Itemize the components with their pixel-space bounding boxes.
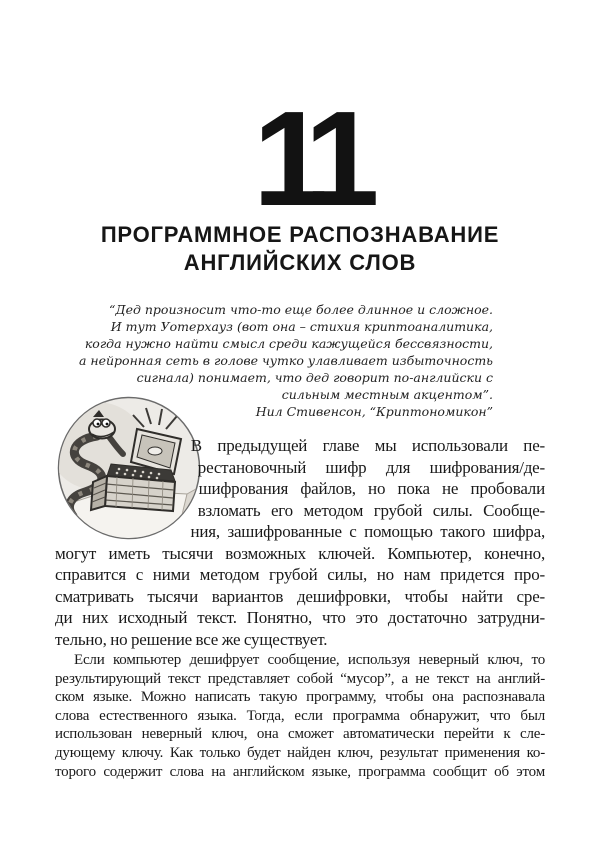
paragraph-line: использован неверный ключ, она сможет автоматически перейти к сле- — [55, 726, 545, 743]
epigraph-line: сигнала) понимает, что дед говорит по-английски с — [136, 370, 493, 385]
chapter-title-line-1: ПРОГРАММНОЕ РАСПОЗНАВАНИЕ — [100, 222, 500, 247]
paragraph-line: ди них исходный текст. Понятно, что это достаточно затрудни- — [55, 608, 545, 627]
paragraph-line: торого содержит слова на английском языке, программа сообщит об этом — [55, 763, 545, 780]
epigraph-attribution: Нил Стивенсон, “Криптономикон” — [255, 404, 493, 419]
paragraph-line: могут иметь тысячи возможных ключей. Компьютер, конечно, — [55, 543, 545, 563]
body-text — [55, 435, 545, 781]
epigraph-line: а нейронная сеть в голове чутко улавливает избыточность — [78, 353, 493, 368]
chapter-number: 11 — [252, 83, 364, 234]
epigraph-line: когда нужно найти смысл среди кажущейся бессвязности, — [84, 336, 493, 351]
paragraph-line: шифрования файлов, но пока не пробовали — [198, 479, 545, 498]
paragraph-line: справится с ними методом грубой силы, но нам придется про- — [55, 565, 545, 584]
chapter-title-line-2: АНГЛИЙСКИХ СЛОВ — [183, 250, 417, 275]
paragraph-line: рестановочный шифр для шифрования/де- — [197, 457, 545, 477]
paragraph-line: результирующий текст представляет собой “мусор”, а не текст на англий- — [55, 670, 545, 687]
paragraph-line: Если компьютер дешифрует сообщение, используя неверный ключ, то — [74, 652, 545, 668]
epigraph-line: “Дед произносит что-то еще более длинное и сложное. — [109, 302, 493, 317]
paragraph-line: взломать его методом грубой силы. Сообще- — [197, 500, 545, 520]
epigraph-line: сильным местным акцентом”. — [281, 387, 493, 402]
epigraph-line: И тут Уотерхауз (вот она – стихия криптоаналитика, — [110, 319, 493, 334]
paragraph-2 — [55, 651, 545, 781]
chapter-illustration — [55, 394, 203, 542]
chapter-title — [55, 221, 545, 277]
paragraph-line: сматривать тысячи вариантов дешифровки, чтобы найти сре- — [55, 586, 545, 606]
paragraph-line: В предыдущей главе мы использовали пе- — [190, 436, 545, 455]
paragraph-line: тельно, но решение все же существует. — [55, 629, 328, 649]
paragraph-1 — [55, 435, 545, 650]
paragraph-line: дующему ключу. Как только будет найден ключ, результат применения ко- — [55, 744, 545, 761]
paragraph-line: ния, зашифрованные с помощью такого шифра, — [190, 522, 545, 541]
paragraph-line: ском языке. Можно написать такую программу, чтобы она распознавала — [55, 689, 545, 706]
paragraph-line: слова естественного языка. Тогда, если программа обнаружит, что был — [55, 707, 545, 724]
